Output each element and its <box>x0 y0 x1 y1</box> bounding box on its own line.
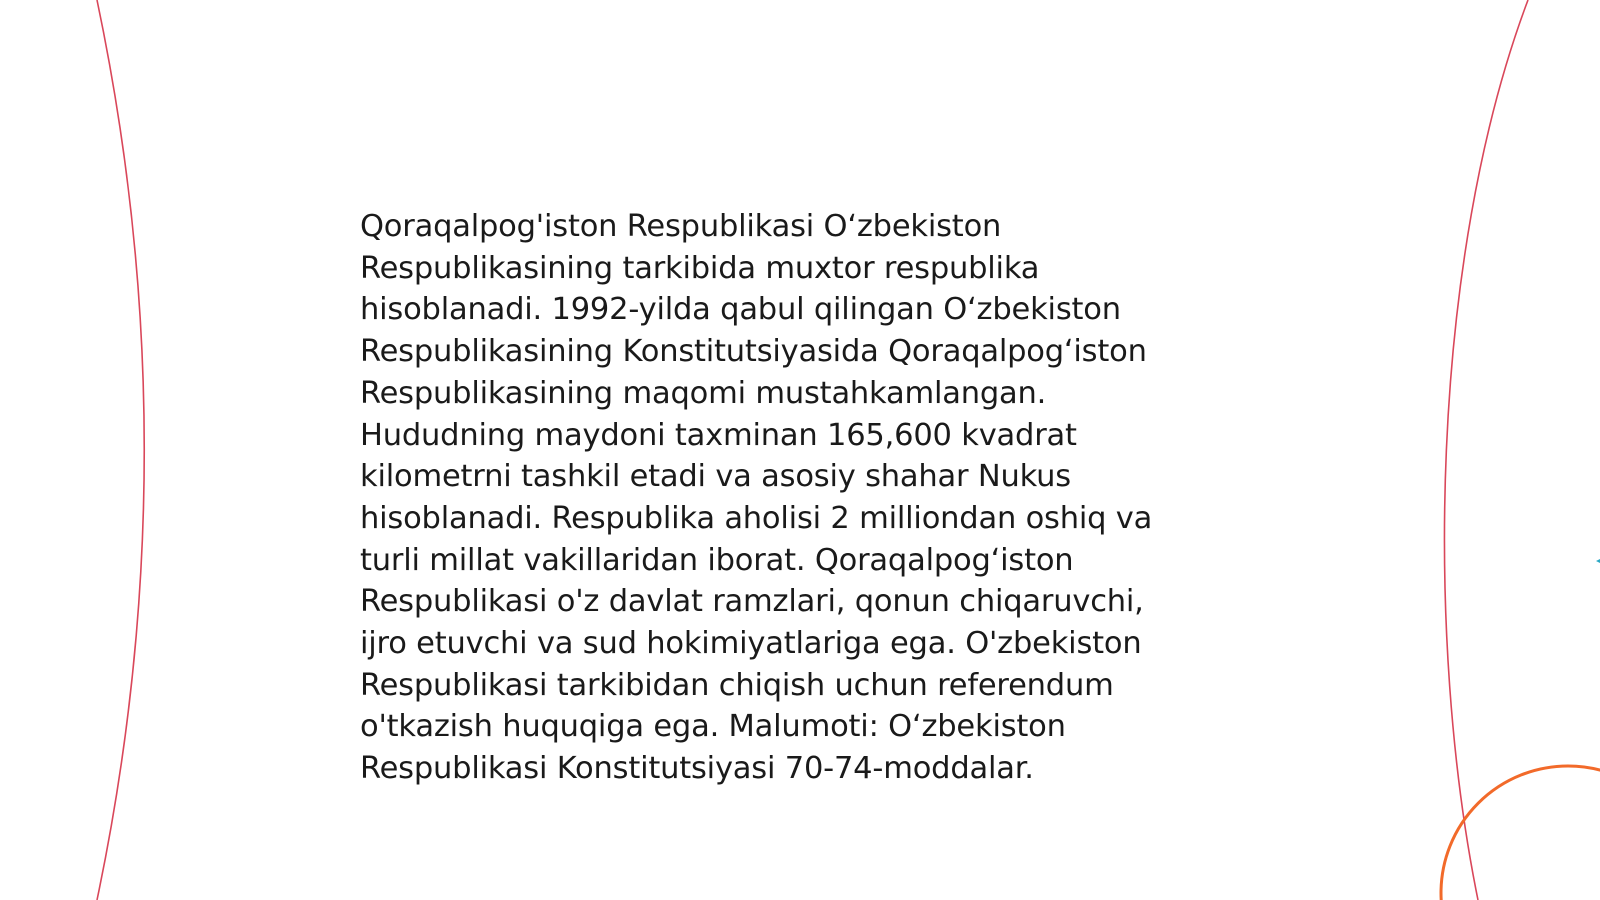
orange-ring-decoration <box>1441 766 1600 900</box>
slide-body-text: Qoraqalpog'iston Respublikasi O‘zbekiston Respublikasining tarkibida muxtor respublika hisoblanadi. 1992-yilda qabul qilingan O‘zbekiston Respublikasining Konstitutsiyasida Qoraqalpog‘iston Respublikasining maqomi mustahkamlangan. Hududning maydoni taxminan 165,600 kvadrat kilometrni tashkil etadi va asosiy shahar Nukus hisoblanadi. Respublika aholisi 2 milliondan oshiq va turli millat vakillaridan iborat. Qoraqalpog‘iston Respublikasi o'z davlat ramzlari, qonun chiqaruvchi, ijro etuvchi va sud hokimiyatlariga ega. O'zbekiston Respublikasi tarkibidan chiqish uchun referendum o'tkazish huquqiga ega. Malumoti: O‘zbekiston Respublikasi Konstitutsiyasi 70-74-moddalar. <box>360 209 1153 787</box>
teal-mark-decoration <box>1596 559 1600 563</box>
left-arc-line <box>97 0 144 900</box>
right-arc-line <box>1444 0 1528 900</box>
